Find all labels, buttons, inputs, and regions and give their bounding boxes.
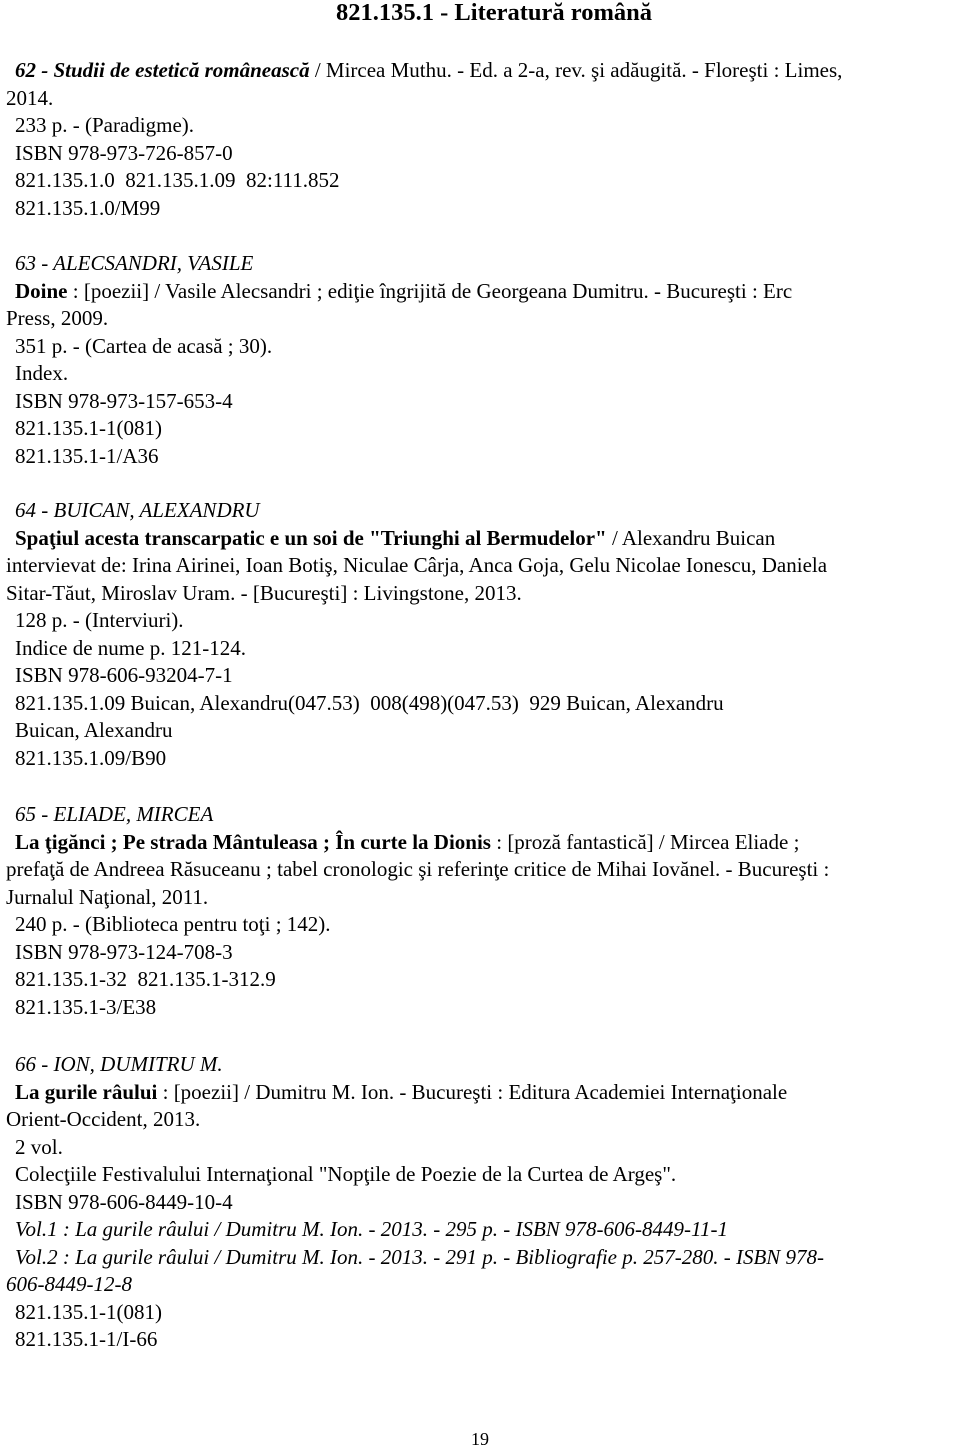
entry-volumes: 2 vol. xyxy=(15,1134,63,1159)
entry-note: Indice de nume p. 121-124. xyxy=(15,635,246,660)
entry-classification: 821.135.1-1(081) xyxy=(15,1299,162,1324)
entry-volume-2-continuation: 606-8449-12-8 xyxy=(6,1272,132,1296)
entry-64 xyxy=(6,497,950,772)
entry-author: 65 - ELIADE, MIRCEA xyxy=(15,802,214,826)
entry-volume-2: Vol.2 : La gurile râului / Dumitru M. Ion. - 2013. - 291 p. - Bibliografie p. 257-280. - ISBN 978- xyxy=(15,1244,825,1269)
entry-isbn: ISBN 978-606-93204-7-1 xyxy=(15,663,233,687)
entry-continuation: Sitar-Tăut, Miroslav Uram. - [Bucureşti] : Livingstone, 2013. xyxy=(6,580,522,605)
entry-title-line xyxy=(6,525,950,553)
entry-title: 62 - Studii de estetică românească xyxy=(15,58,310,82)
entry-title-rest: / Mircea Muthu. - Ed. a 2-a, rev. şi adăugită. - Floreşti : Limes, xyxy=(309,58,843,82)
entry-classification: 821.135.1.09 Buican, Alexandru(047.53) 008(498)(047.53) 929 Buican, Alexandru xyxy=(15,690,724,715)
entry-title: Spaţiul acesta transcarpatic e un soi de "Triunghi al Bermudelor" xyxy=(15,525,607,550)
entry-pages: 351 p. - (Cartea de acasă ; 30). xyxy=(15,333,273,358)
entry-pages: 240 p. - (Biblioteca pentru toţi ; 142). xyxy=(15,912,331,936)
entry-63 xyxy=(6,250,950,470)
entry-call-number: 821.135.1-3/E38 xyxy=(15,994,157,1019)
entry-title: La gurile râului xyxy=(15,1079,158,1104)
entry-isbn: ISBN 978-973-157-653-4 xyxy=(15,388,233,413)
entry-note: Index. xyxy=(15,361,69,385)
entry-pages: 128 p. - (Interviuri). xyxy=(15,608,184,632)
entry-continuation: Jurnalul Naţional, 2011. xyxy=(6,884,209,909)
entry-65 xyxy=(6,801,950,1021)
entry-call-number: 821.135.1.09/B90 xyxy=(15,745,167,770)
entry-title-rest: : [proză fantastică] / Mircea Eliade ; xyxy=(490,829,800,854)
entry-classification: Buican, Alexandru xyxy=(15,718,173,742)
entry-isbn: ISBN 978-973-726-857-0 xyxy=(15,140,233,165)
entry-continuation: 2014. xyxy=(6,85,54,110)
entry-classification: 821.135.1-1(081) xyxy=(15,416,162,440)
entry-title-line xyxy=(6,57,950,85)
entry-volume-1: Vol.1 : La gurile râului / Dumitru M. Ion. - 2013. - 295 p. - ISBN 978-606-8449-11-1 xyxy=(15,1217,728,1241)
entry-isbn: ISBN 978-606-8449-10-4 xyxy=(15,1189,233,1214)
entry-continuation: Orient-Occident, 2013. xyxy=(6,1107,201,1131)
entry-author: 63 - ALECSANDRI, VASILE xyxy=(15,251,254,275)
entry-title: Doine xyxy=(15,278,68,303)
entry-title-rest: / Alexandru Buican xyxy=(606,525,776,550)
entry-continuation: Press, 2009. xyxy=(6,306,109,330)
entry-series: Colecţiile Festivalului Internaţional "Nopţile de Poezie de la Curtea de Argeş". xyxy=(15,1162,677,1186)
page-number: 19 xyxy=(471,1429,489,1449)
entry-title-rest: : [poezii] / Vasile Alecsandri ; ediţie îngrijită de Georgeana Dumitru. - Bucureşti : Erc xyxy=(67,278,793,303)
entry-isbn: ISBN 978-973-124-708-3 xyxy=(15,939,233,964)
entry-title-line xyxy=(6,1079,950,1107)
entry-call-number: 821.135.1.0/M99 xyxy=(15,195,161,220)
entry-continuation: intervievat de: Irina Airinei, Ioan Botiş, Niculae Cârja, Anca Goja, Gelu Nicolae Ionescu, Daniela xyxy=(6,553,828,577)
entry-66 xyxy=(6,1051,950,1354)
entry-author: 66 - ION, DUMITRU M. xyxy=(15,1052,223,1076)
entry-continuation: prefaţă de Andreea Răsuceanu ; tabel cronologic şi referinţe critice de Mihai Iovănel. - Bucureşti : xyxy=(6,857,830,881)
entry-title: La ţigănci ; Pe strada Mântuleasa ; În curte la Dionis xyxy=(15,829,491,854)
entry-62 xyxy=(6,57,950,222)
entry-classification: 821.135.1-32 821.135.1-312.9 xyxy=(15,967,276,991)
entry-classification: 821.135.1.0 821.135.1.09 82:111.852 xyxy=(15,168,340,192)
entry-author: 64 - BUICAN, ALEXANDRU xyxy=(15,498,260,522)
entry-title-line xyxy=(6,278,950,306)
entry-call-number: 821.135.1-1/I-66 xyxy=(15,1327,158,1351)
page-heading: 821.135.1 - Literatură română xyxy=(336,0,652,26)
entry-title-rest: : [poezii] / Dumitru M. Ion. - Bucureşti : Editura Academiei Internaţionale xyxy=(157,1079,788,1104)
entry-call-number: 821.135.1-1/A36 xyxy=(15,443,159,468)
entry-pages: 233 p. - (Paradigme). xyxy=(15,113,195,137)
entry-title-line xyxy=(6,829,950,857)
